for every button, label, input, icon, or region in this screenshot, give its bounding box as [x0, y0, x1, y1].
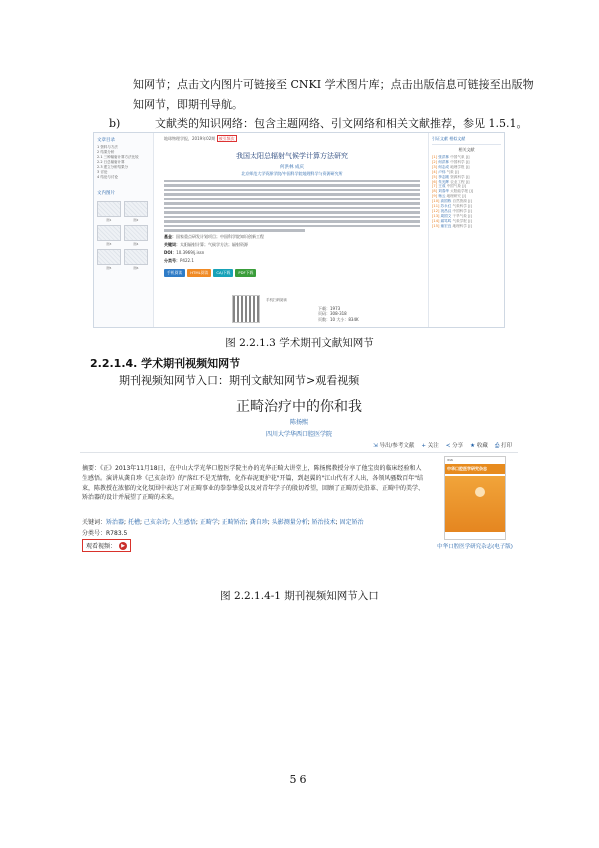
ref-source[interactable]: 农业工程 [450, 179, 465, 184]
ref-number: [7] [432, 184, 438, 189]
video-article-author[interactable]: 陈扬熙 [289, 419, 308, 426]
article-title: 我国太阳总辐射气候学计算方法研究 [236, 152, 348, 160]
ref-number: [12] [432, 208, 440, 213]
abstract-text-line [164, 229, 305, 231]
export-button[interactable] [373, 441, 414, 450]
watch-video-label: 观看视频： [86, 543, 117, 550]
star-icon: ★ [470, 443, 476, 449]
page-number: 56 [289, 773, 310, 786]
related-tabs[interactable]: 引证文献 相似文献 [432, 136, 501, 145]
ref-number: [3] [432, 164, 438, 169]
keyword-separator: ; [307, 519, 312, 526]
ref-source[interactable]: 太阳能学报 [450, 189, 469, 194]
abstract-text-line [164, 198, 420, 200]
article-stats [318, 306, 359, 323]
video-article-institution[interactable]: 四川大学华西口腔医学院 [265, 431, 332, 438]
ref-source[interactable]: 地理学报 [450, 164, 465, 169]
share-label: 分享 [452, 443, 464, 449]
ref-author[interactable]: 祝昌汉 [440, 208, 452, 213]
video-keyword[interactable]: 矫治技术 [311, 519, 336, 526]
ref-source[interactable]: 中国科学 [452, 208, 467, 213]
ref-author[interactable]: 张洪林 [438, 155, 450, 159]
keyword-separator: ; [245, 519, 250, 526]
article-sidebar [94, 133, 154, 327]
favorite-button[interactable] [470, 441, 488, 450]
ref-type: [J] [468, 213, 472, 218]
ref-number: [8] [432, 189, 438, 194]
share-button[interactable] [446, 441, 463, 450]
ref-author[interactable]: 刘春华 [438, 189, 450, 194]
abstract-text-line [164, 225, 420, 227]
class-row [164, 258, 420, 264]
abstract-label: 摘要： [82, 465, 101, 472]
related-doc-item[interactable] [432, 224, 501, 229]
follow-button[interactable] [421, 441, 438, 450]
journal-cover-caption[interactable]: 中华口腔医学研究杂志(电子版) [437, 544, 513, 550]
cover-image[interactable] [444, 456, 506, 540]
funding-row [164, 234, 420, 240]
ref-type: [J] [462, 184, 466, 189]
toc-list [97, 145, 150, 180]
video-class [82, 528, 127, 537]
ref-number: [4] [432, 169, 438, 174]
class-value: P422.1 [180, 257, 194, 263]
ref-type: [J] [468, 223, 472, 228]
html-read-button[interactable]: HTML阅读 [187, 269, 211, 277]
figure-thumbnail[interactable] [97, 249, 121, 270]
ref-type: [J] [468, 218, 472, 223]
video-article-title: 正畸治疗中的你和我 [236, 399, 362, 415]
keyword-separator: ; [124, 519, 128, 526]
video-section-screenshot [80, 396, 518, 571]
ref-author[interactable]: 苏永红 [440, 204, 452, 209]
favorite-label: 收藏 [476, 443, 488, 449]
keyword-separator: ; [267, 519, 272, 526]
ref-type: [J] [465, 164, 470, 169]
cnki-article-screenshot [93, 132, 505, 328]
thumbnail-image[interactable] [124, 201, 148, 217]
item-b-label: b) [109, 117, 121, 130]
section-entry: 期刊视频知网节入口：期刊文献知网节>观看视频 [119, 374, 360, 387]
watch-video-button[interactable] [82, 539, 131, 552]
source-tag[interactable]: 被引频次 [218, 136, 235, 141]
figure-thumbnail[interactable] [124, 225, 148, 246]
abstract-text-line [164, 202, 420, 204]
thumbnail-image[interactable] [97, 225, 121, 241]
ref-author[interactable]: 何洪林 [438, 159, 450, 164]
ref-type: [J] [465, 179, 470, 184]
article-institution[interactable]: 北京师范大学资源学院/中国科学院地理科学与资源研究所 [241, 171, 343, 176]
ref-source[interactable]: 自然资源 [452, 199, 467, 204]
plus-icon: + [421, 443, 426, 449]
caj-download-button[interactable]: CAJ下载 [213, 269, 233, 277]
toc-item[interactable]: 2.2 日总辐射计算 [97, 160, 125, 164]
toc-item[interactable]: 2.3 建立分析结果分 [97, 165, 129, 169]
doi-value: 10.3969/j.issn [176, 249, 205, 255]
figure2-caption: 图 2.2.1.4-1 期刊视频知网节入口 [220, 590, 379, 602]
toc-item[interactable]: 1 资料与方法 [97, 145, 118, 149]
ref-number: [14] [432, 218, 440, 223]
ref-type: [J] [468, 204, 472, 209]
ref-number: [10] [432, 199, 440, 204]
ref-author[interactable]: 杨云 [438, 194, 446, 199]
figure-thumbnail[interactable] [124, 249, 148, 270]
stat-downloads: 下载：1973 [318, 305, 341, 311]
related-title: 相关文献 [458, 147, 475, 152]
stat-pages: 页码：308-318 [318, 311, 347, 316]
ref-author[interactable]: 朱光辉 [438, 179, 450, 184]
item-b-text: 文献类的知识网络：包含主题网络、引文网络和相关文献推荐，参见 1.5.1。 [155, 117, 528, 130]
ref-type: [J] [469, 189, 474, 194]
video-keyword[interactable]: 托槽 [127, 519, 140, 526]
mobile-read-button[interactable]: 手机阅读 [164, 269, 185, 277]
ref-source[interactable]: 地理科学 [452, 223, 467, 228]
follow-label: 关注 [427, 443, 439, 449]
figures-title: 文内图片 [97, 191, 115, 196]
download-buttons [164, 269, 420, 277]
cover-decoration [475, 487, 485, 497]
ref-author[interactable]: 卢伟 [438, 169, 446, 174]
thumbnail-image[interactable] [97, 249, 121, 265]
keyword-separator: ; [195, 519, 200, 526]
intro-line-1: 知网节；点击文内图片可链接至 CNKI 学术图片库；点击出版信息可链接至出版物 [133, 78, 534, 91]
ref-source[interactable]: 气象科学 [452, 204, 467, 209]
cover-journal-name: 中华口腔医学研究杂志 [447, 466, 487, 471]
keywords-value[interactable]: 太阳辐射计算；气候学方法；辐射资源 [180, 241, 248, 247]
ref-type: [J] [454, 169, 459, 174]
abstract-text-line [164, 193, 420, 195]
ref-type: [J] [465, 174, 470, 179]
print-label: 打印 [500, 443, 512, 449]
video-class-label: 分类号： [82, 530, 107, 537]
ref-source[interactable]: 干旱气象 [452, 213, 467, 218]
qr-code-icon [232, 295, 260, 323]
ref-number: [1] [432, 155, 438, 159]
funding-label: 基金： [164, 233, 176, 239]
ref-author[interactable]: 童宏良 [440, 223, 452, 228]
article-authors[interactable]: 何洪林 成庆 [280, 165, 304, 170]
abstract-text-line [164, 189, 420, 191]
ref-number: [6] [432, 179, 438, 184]
video-keyword[interactable]: 矫治器 [106, 519, 125, 526]
thumbnail-caption: 图2 [133, 218, 139, 222]
thumbnail-image[interactable] [97, 201, 121, 217]
ref-author[interactable]: 周国文 [440, 213, 452, 218]
ref-number: [2] [432, 159, 438, 164]
related-docs-panel [428, 133, 504, 327]
intro-line-2: 知网节，即期刊导航。 [133, 98, 243, 111]
export-label: 导出/参考文献 [379, 443, 415, 449]
figure1-caption: 图 2.2.1.3 学术期刊文献知网节 [225, 337, 374, 349]
ref-source[interactable]: 中国科学 [450, 159, 465, 164]
stat-size: 页数：10 大小：834K [318, 316, 359, 322]
toc-item[interactable]: 3 讨论 [97, 170, 108, 174]
ref-author[interactable]: 王成 [438, 184, 446, 189]
funding-value: 国家重点研发计划项目；中国科学院知识创新工程 [176, 233, 264, 239]
ref-type: [J] [468, 199, 472, 204]
thumbnail-caption: 图3 [106, 242, 112, 246]
video-keywords [82, 517, 427, 526]
article-source [164, 136, 420, 142]
keyword-separator: ; [167, 519, 172, 526]
thumbnail-caption: 图1 [106, 218, 112, 222]
source-text[interactable]: 地球物理学报，2019年02期 [164, 136, 216, 141]
print-button[interactable] [495, 441, 512, 450]
video-keyword[interactable]: 正畸矫治 [221, 519, 246, 526]
article-abstract [164, 180, 420, 232]
ref-source[interactable]: 中国气象 [450, 155, 465, 159]
abstract-text-line [164, 220, 420, 222]
toc-item[interactable]: 4 结论与讨论 [97, 175, 118, 179]
abstract-text-line [164, 211, 420, 213]
abstract-text-line [164, 180, 420, 182]
video-keyword-list [106, 519, 364, 526]
doi-row [164, 250, 420, 256]
article-toolbar [373, 441, 512, 450]
keywords-label: 关键词： [164, 241, 180, 247]
ref-type: [J] [465, 155, 470, 159]
abstract-text-line [164, 207, 420, 209]
figure-thumbnails [97, 201, 150, 270]
video-keyword[interactable]: 龚自珍 [249, 519, 268, 526]
video-keyword[interactable]: 人生感悟 [171, 519, 196, 526]
video-keyword[interactable]: 头影测量分析 [271, 519, 308, 526]
keyword-separator: ; [139, 519, 144, 526]
doi-label: DOI： [164, 249, 177, 255]
share-icon: ≺ [445, 443, 451, 449]
ref-source[interactable]: 气象 [446, 169, 454, 174]
ref-type: [J] [465, 159, 470, 164]
ref-number: [11] [432, 204, 440, 209]
related-list [432, 155, 501, 229]
toc-item[interactable]: 2 结果分析 [97, 150, 115, 154]
abstract-text-line [164, 184, 420, 186]
ref-number: [9] [432, 194, 438, 199]
ref-number: [13] [432, 213, 440, 218]
video-keywords-label: 关键词： [82, 519, 107, 526]
thumbnail-image[interactable] [124, 249, 148, 265]
video-keyword[interactable]: 己亥杂诗 [143, 519, 168, 526]
qr-text: 手机扫码阅读 [266, 298, 287, 302]
section-heading: 2.2.1.4. 学术期刊视频知网节 [90, 357, 241, 370]
ref-author[interactable]: 翁笃鸣 [440, 218, 452, 223]
keyword-separator: ; [335, 519, 340, 526]
article-main [158, 133, 426, 327]
figure-thumbnail[interactable] [124, 201, 148, 222]
thumbnail-caption: 图4 [133, 242, 139, 246]
divider [80, 452, 518, 453]
video-class-value: R783.5 [106, 530, 128, 537]
abstract-text-line [164, 216, 420, 218]
thumbnail-caption: 图5 [106, 266, 112, 270]
ref-author[interactable]: 李志刚 [438, 174, 450, 179]
class-label: 分类号： [164, 257, 180, 263]
play-icon[interactable]: ▶ [119, 542, 127, 550]
cover-artwork [445, 476, 505, 532]
keyword-separator: ; [217, 519, 222, 526]
cover-issn: ISSN [447, 459, 453, 462]
thumbnail-image[interactable] [124, 225, 148, 241]
thumbnail-caption: 图6 [133, 266, 139, 270]
toc-item[interactable]: 2.1 三种辐射计算方法比较 [97, 155, 139, 159]
abstract-text: 《正》2013年11月18日，在中山大学光华口腔医学院主办的光华正畸大讲堂上，陈扬熙教授分享了他宝贵的临床经验和人生感悟。演讲从龚自珍《己亥杂诗》的"落红不是无情物，化作春泥更护花"开篇，到赵翼的"江山代有才人出，各领风骚数百年"结束，陈教授在浓郁的文化氛围中表达了对正畸事业的拳拳挚爱以及对青年学子的殷切希望，回顾了正畸历史沿革、正畸中的美学、矫治器的设计并展望了正畸的未来。 [82, 465, 425, 502]
export-icon: ⇲ [373, 443, 378, 449]
video-keyword[interactable]: 正畸学 [199, 519, 218, 526]
ref-number: [5] [432, 174, 438, 179]
ref-type: [J] [462, 194, 466, 199]
ref-source[interactable]: 资源科学 [450, 174, 465, 179]
ref-source[interactable]: 中国气象 [446, 184, 461, 189]
journal-cover[interactable] [432, 456, 518, 560]
figure-thumbnail[interactable] [97, 201, 121, 222]
ref-source[interactable]: 地理研究 [446, 194, 461, 199]
printer-icon: ⎙ [494, 443, 500, 449]
video-abstract [82, 464, 427, 503]
keywords-row [164, 242, 420, 248]
ref-number: [15] [432, 223, 440, 228]
ref-type: [J] [468, 208, 472, 213]
ref-author[interactable]: 何志成 [438, 164, 450, 169]
pdf-download-button[interactable]: PDF下载 [235, 269, 256, 277]
ref-source[interactable]: 气象学报 [452, 218, 467, 223]
ref-author[interactable]: 高国栋 [440, 199, 452, 204]
toc-title: 文章目录 [97, 138, 115, 143]
video-keyword[interactable]: 固定矫治 [339, 519, 364, 526]
figure-thumbnail[interactable] [97, 225, 121, 246]
